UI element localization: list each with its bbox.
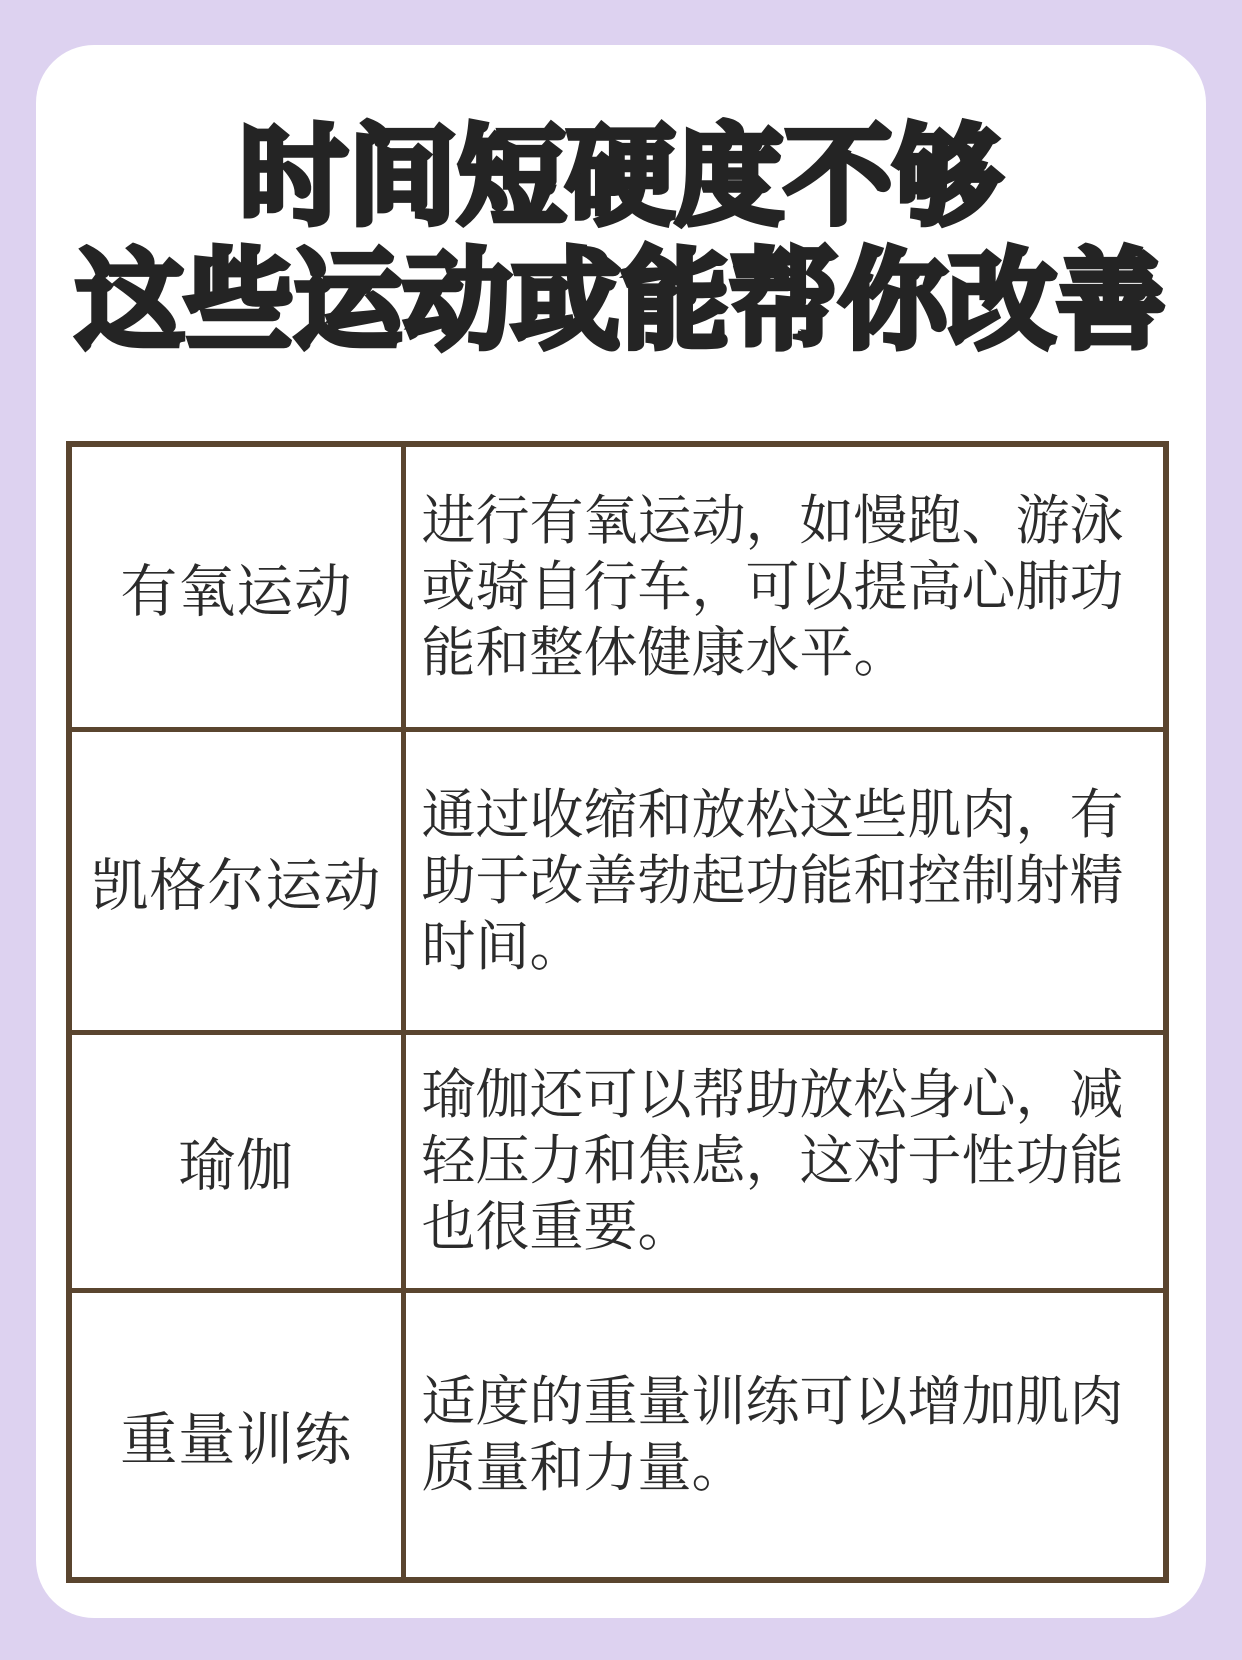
row-description: 瑜伽还可以帮助放松身心，减轻压力和焦虑，这对于性功能也很重要。 [403,1032,1166,1290]
exercise-table [66,441,1169,1583]
page-title [36,115,1206,363]
row-label: 凯格尔运动 [69,729,403,1032]
table-row [69,1032,1166,1290]
row-description: 通过收缩和放松这些肌肉，有助于改善勃起功能和控制射精时间。 [403,729,1166,1032]
card [36,45,1206,1618]
title-line-1: 时间短硬度不够 [239,116,1003,237]
table-row [69,729,1166,1032]
table-row [69,444,1166,729]
row-label: 瑜伽 [69,1032,403,1290]
title-line-2: 这些运动或能帮你改善 [75,240,1166,361]
table-row [69,1290,1166,1580]
row-label: 有氧运动 [69,444,403,729]
row-description: 适度的重量训练可以增加肌肉质量和力量。 [403,1290,1166,1580]
row-label: 重量训练 [69,1290,403,1580]
row-description: 进行有氧运动，如慢跑、游泳或骑自行车，可以提高心肺功能和整体健康水平。 [403,444,1166,729]
